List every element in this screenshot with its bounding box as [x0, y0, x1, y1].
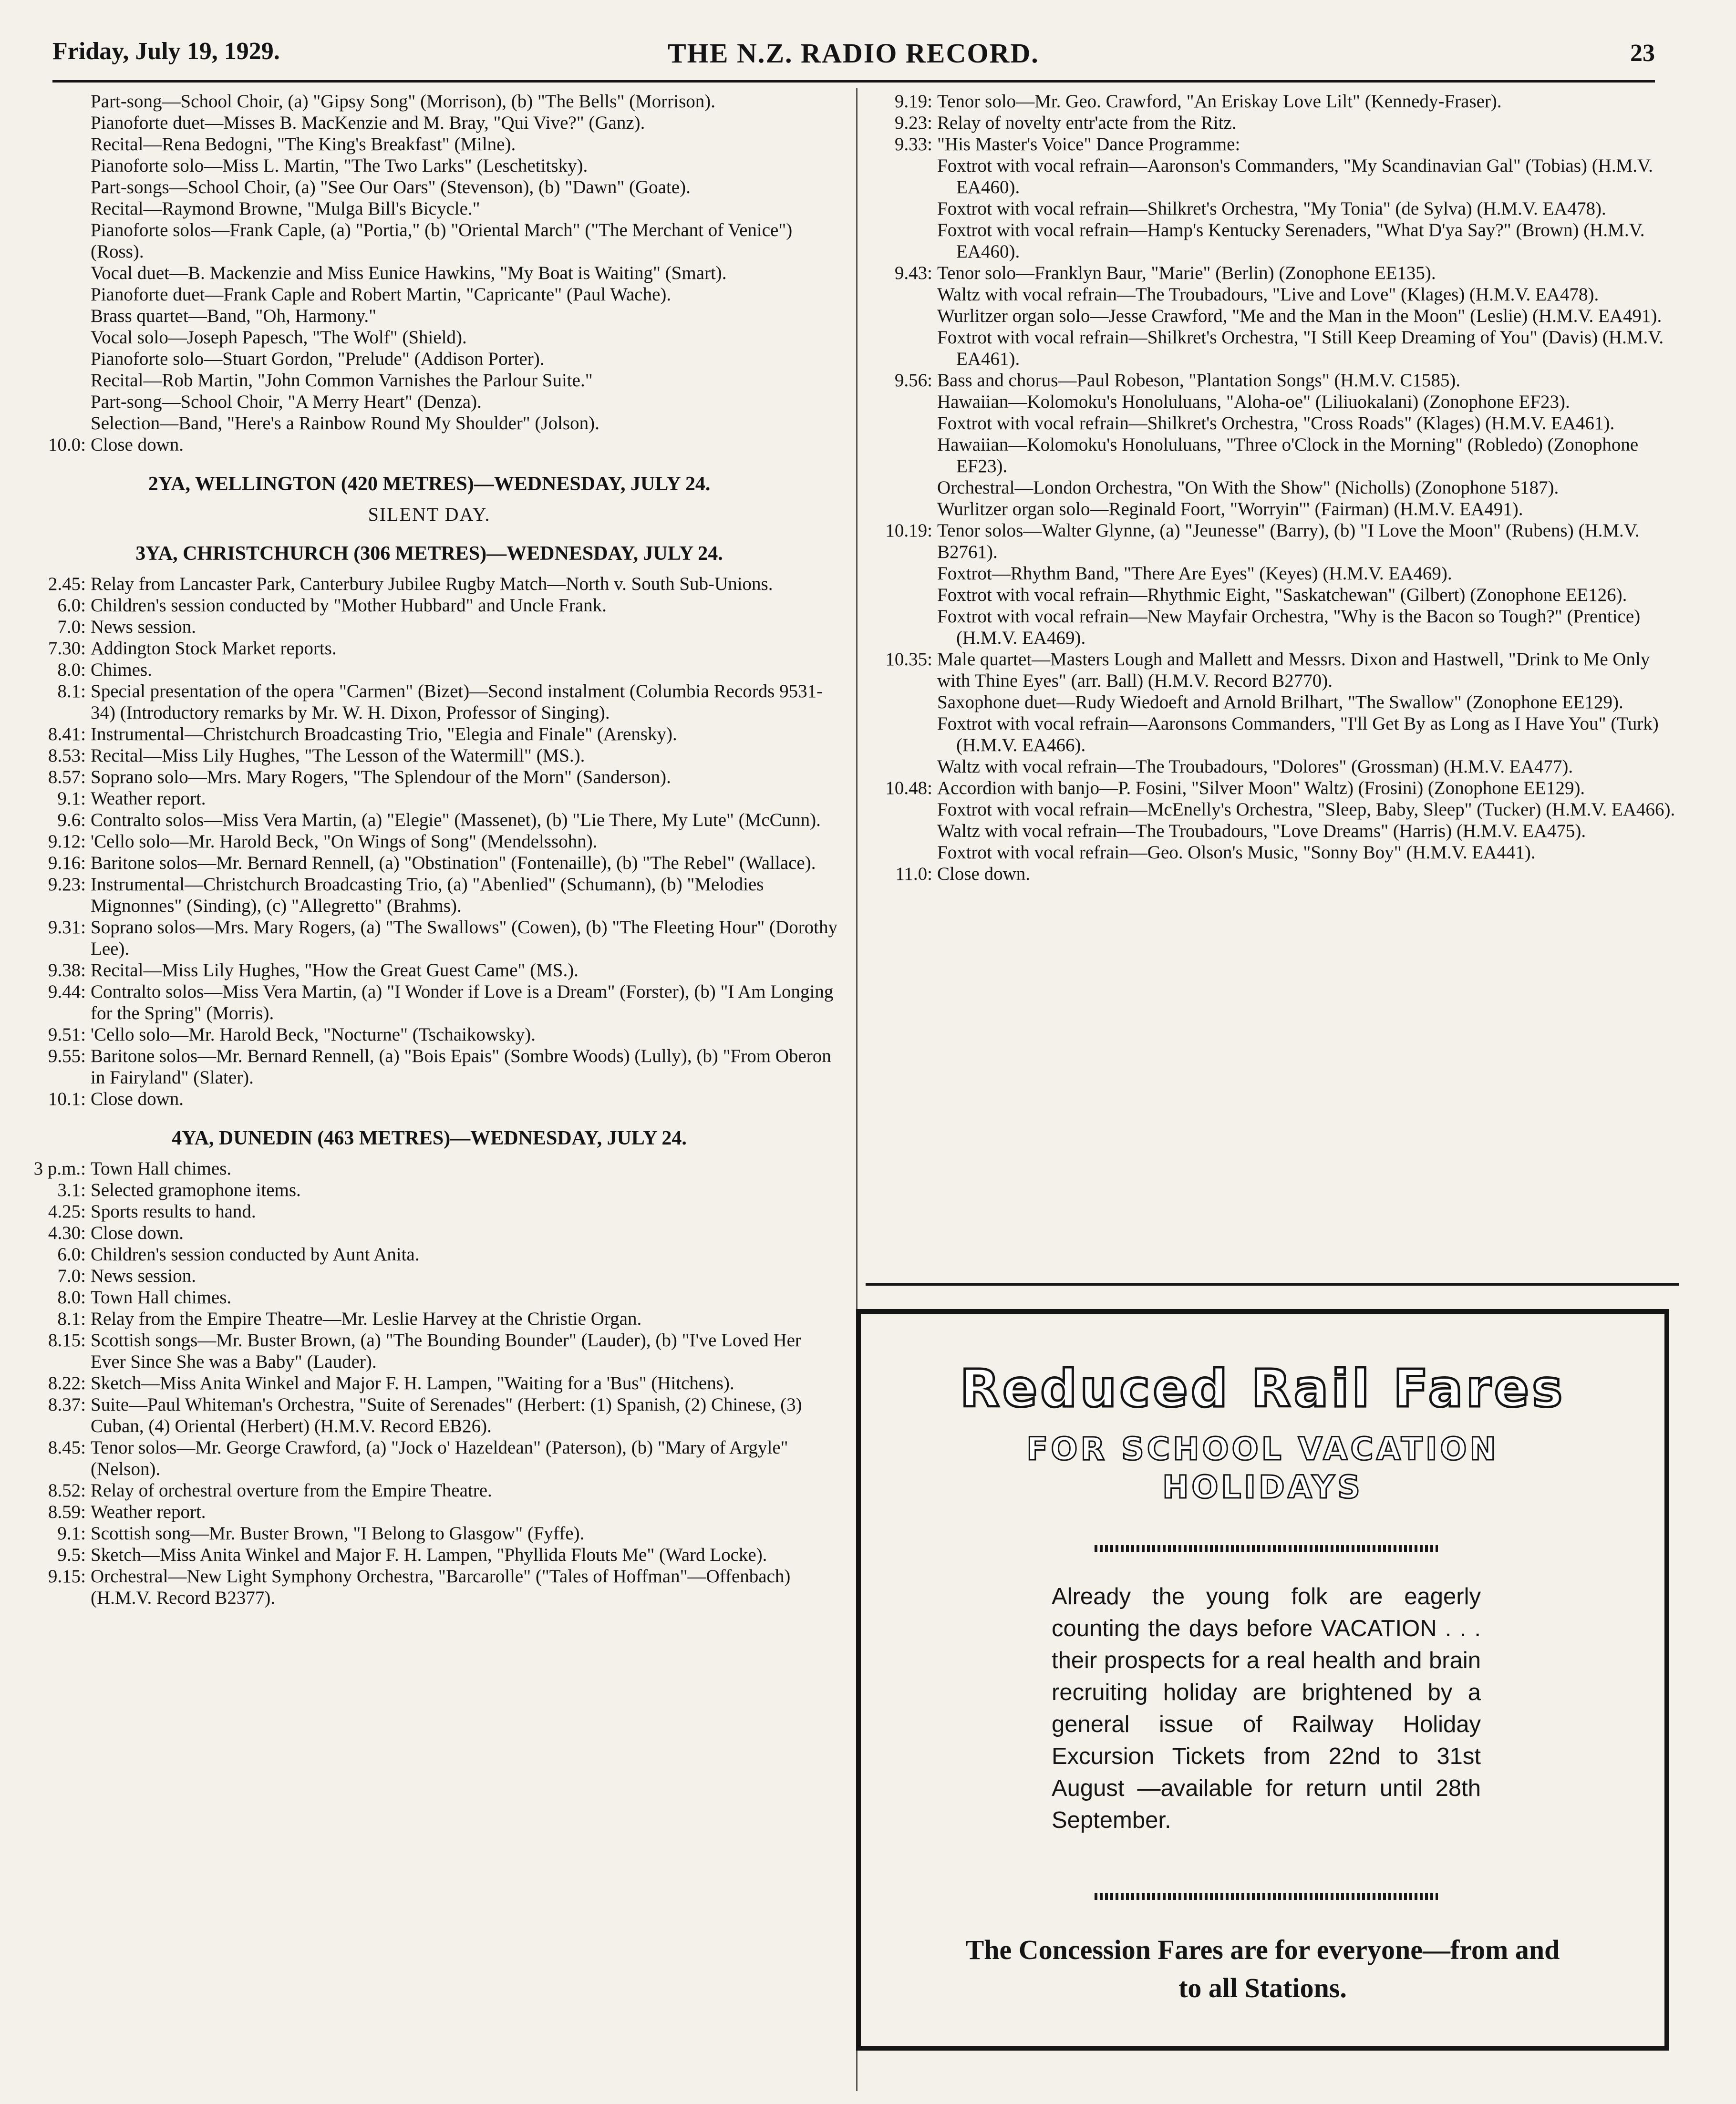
program-item — [19, 745, 839, 766]
issue-date: Friday, July 19, 1929. — [52, 38, 280, 65]
program-text: Relay of orchestral overture from the Empire Theatre. — [91, 1480, 492, 1501]
program-text: Baritone solos—Mr. Bernard Rennell, (a) "Obstination" (Fontenaille), (b) "The Rebel" (Wallace). — [91, 853, 816, 873]
program-item — [19, 659, 839, 681]
program-time: 8.1: — [57, 1309, 86, 1329]
program-item — [866, 134, 1681, 155]
newspaper-title: THE N.Z. RADIO RECORD. — [668, 38, 1039, 69]
list-item: Pianoforte duet—Frank Caple and Robert Martin, "Capricante" (Paul Wache). — [91, 284, 672, 305]
program-item — [19, 595, 839, 616]
program-time: 9.1: — [57, 1523, 86, 1544]
wellington-heading: 2YA, WELLINGTON (420 METRES)—WEDNESDAY, JULY 24. — [148, 473, 711, 495]
list-item: Brass quartet—Band, "Oh, Harmony." — [91, 306, 377, 326]
list-item: Part-songs—School Choir, (a) "See Our Oars" (Stevenson), (b) "Dawn" (Goate). — [91, 177, 691, 197]
program-item — [19, 1372, 839, 1394]
program-sub-item: Foxtrot—Rhythm Band, "There Are Eyes" (Keyes) (H.M.V. EA469). — [937, 563, 1452, 584]
program-item — [19, 1566, 839, 1609]
program-item — [19, 1201, 839, 1222]
program-item — [19, 1523, 839, 1544]
program-text: Close down. — [91, 1089, 184, 1109]
program-time: 8.59: — [48, 1502, 86, 1522]
program-time: 7.0: — [57, 1266, 86, 1286]
program-text: Orchestral—New Light Symphony Orchestra, "Barcarolle" ("Tales of Hoffman"—Offenbach) (H.M.V. Record B2377). — [91, 1566, 791, 1608]
program-item — [19, 1308, 839, 1330]
program-item — [19, 1265, 839, 1287]
program-sub-item: Hawaiian—Kolomoku's Honoluluans, "Aloha-oe" (Liliuokalani) (Zonophone EF23). — [937, 392, 1570, 412]
program-text: Instrumental—Christchurch Broadcasting Trio, (a) "Abenlied" (Schumann), (b) "Melodies Mignonnes" (Sinding), (c) "Allegretto" (Brahms). — [91, 874, 764, 916]
silent-day: SILENT DAY. — [368, 504, 491, 525]
program-sub-item: Foxtrot with vocal refrain—McEnelly's Orchestra, "Sleep, Baby, Sleep" (Tucker) (H.M.V. EA466). — [937, 799, 1675, 820]
program-item — [19, 1244, 839, 1265]
program-time: 9.6: — [57, 810, 86, 830]
program-time: 8.22: — [48, 1373, 86, 1393]
header-rule — [52, 80, 1655, 83]
program-item — [19, 1330, 839, 1372]
program-time: 9.44: — [48, 981, 86, 1002]
program-text: Sketch—Miss Anita Winkel and Major F. H. Lampen, "Phyllida Flouts Me" (Ward Locke). — [91, 1545, 767, 1565]
program-text: Contralto solos—Miss Vera Martin, (a) "I Wonder if Love is a Dream" (Forster), (b) "I Am Longing for the Spring" (Morris). — [91, 981, 834, 1023]
advert-footer: The Concession Fares are for everyone—from and — [965, 1934, 1560, 1965]
program-item — [19, 852, 839, 874]
advert-body: Already the young folk are eagerly counting the days before VACATION . . . their prospects for a real health and brain recruiting holiday are brightened by a general issue of Railway Holiday Excursion Tickets from 22nd to 31st August —available for return until 28th September. — [1052, 1584, 1481, 1833]
advert-subhead: FOR SCHOOL VACATION — [1026, 1431, 1499, 1467]
program-text: News session. — [91, 1266, 196, 1286]
program-sub-item: Wurlitzer organ solo—Reginald Foort, "Worryin'" (Fairman) (H.M.V. EA491). — [937, 499, 1523, 519]
program-item — [19, 638, 839, 659]
program-item — [19, 1287, 839, 1308]
program-text: Soprano solo—Mrs. Mary Rogers, "The Splendour of the Morn" (Sanderson). — [91, 767, 671, 787]
program-item — [19, 1437, 839, 1480]
program-text: Male quartet—Masters Lough and Mallett and Messrs. Dixon and Hastwell, "Drink to Me Only with Thine Eyes" (arr. Ball) (H.M.V. Record B2770). — [937, 649, 1650, 691]
program-text: Close down. — [91, 1223, 184, 1243]
program-sub-item: Orchestral—London Orchestra, "On With the Show" (Nicholls) (Zonophone 5187). — [937, 477, 1559, 498]
list-item: Selection—Band, "Here's a Rainbow Round My Shoulder" (Jolson). — [91, 413, 599, 433]
program-sub-item: Waltz with vocal refrain—The Troubadours, "Love Dreams" (Harris) (H.M.V. EA475). — [937, 821, 1586, 841]
program-text: Suite—Paul Whiteman's Orchestra, "Suite of Serenades" (Herbert: (1) Spanish, (2) Chinese, (3) Cuban, (4) Oriental (Herbert) (H.M.V. Record EB26). — [91, 1394, 802, 1436]
program-item — [19, 616, 839, 638]
program-time: 8.52: — [48, 1480, 86, 1501]
program-text: Close down. — [937, 864, 1030, 884]
program-item — [19, 573, 839, 595]
program-time: 9.51: — [48, 1024, 86, 1045]
program-text: Scottish songs—Mr. Buster Brown, (a) "The Bounding Bounder" (Lauder), (b) "I've Loved Her Ever Since She was a Baby" (Lauder). — [91, 1330, 801, 1372]
program-time: 9.31: — [48, 917, 86, 938]
program-time: 9.16: — [48, 853, 86, 873]
program-sub-item: Foxtrot with vocal refrain—Geo. Olson's Music, "Sonny Boy" (H.M.V. EA441). — [937, 842, 1536, 863]
dunedin-heading: 4YA, DUNEDIN (463 METRES)—WEDNESDAY, JULY 24. — [172, 1127, 687, 1149]
list-item: 10.0: Close down. — [48, 434, 184, 455]
program-time: 7.30: — [48, 638, 86, 659]
program-text: Recital—Miss Lily Hughes, "The Lesson of the Watermill" (MS.). — [91, 745, 585, 766]
program-text: Sports results to hand. — [91, 1201, 256, 1222]
program-text: Instrumental—Christchurch Broadcasting Trio, "Elegia and Finale" (Arensky). — [91, 724, 677, 744]
program-item — [19, 981, 839, 1024]
program-item — [19, 788, 839, 809]
program-item — [19, 1158, 839, 1179]
program-item — [19, 723, 839, 745]
program-item — [19, 1222, 839, 1244]
program-time: 9.19: — [894, 91, 932, 112]
program-item — [19, 1045, 839, 1088]
program-item — [19, 681, 839, 723]
program-time: 10.48: — [885, 778, 932, 798]
program-item — [866, 370, 1681, 391]
program-item — [19, 1480, 839, 1501]
program-text: Children's session conducted by "Mother Hubbard" and Uncle Frank. — [91, 595, 607, 616]
program-item — [19, 831, 839, 852]
program-item — [19, 1024, 839, 1045]
list-item: Part-song—School Choir, (a) "Gipsy Song" (Morrison), (b) "The Bells" (Morrison). — [91, 91, 715, 112]
program-time: 9.1: — [57, 788, 86, 809]
list-item: Pianoforte solo—Miss L. Martin, "The Two Larks" (Leschetitsky). — [91, 155, 588, 176]
program-sub-item: Waltz with vocal refrain—The Troubadours, "Live and Love" (Klages) (H.M.V. EA478). — [937, 284, 1599, 305]
program-time: 3.1: — [57, 1180, 86, 1200]
program-item — [19, 1088, 839, 1110]
program-text: Baritone solos—Mr. Bernard Rennell, (a) "Bois Epais" (Sombre Woods) (Lully), (b) "From Oberon in Fairyland" (Slater). — [91, 1046, 831, 1088]
program-text: Addington Stock Market reports. — [91, 638, 337, 659]
program-text: Tenor solo—Franklyn Baur, "Marie" (Berlin) (Zonophone EE135). — [937, 263, 1436, 283]
program-text: Tenor solo—Mr. Geo. Crawford, "An Eriskay Love Lilt" (Kennedy-Fraser). — [937, 91, 1502, 112]
program-text: Relay from the Empire Theatre—Mr. Leslie Harvey at the Christie Organ. — [91, 1309, 642, 1329]
program-item — [866, 649, 1681, 691]
program-time: 4.25: — [48, 1201, 86, 1222]
program-time: 9.56: — [894, 370, 932, 391]
program-text: Children's session conducted by Aunt Anita. — [91, 1244, 420, 1265]
program-time: 8.45: — [48, 1437, 86, 1458]
program-time: 8.41: — [48, 724, 86, 744]
program-continued — [19, 91, 839, 455]
right-column — [866, 91, 1681, 885]
list-item: Pianoforte duet—Misses B. MacKenzie and M. Bray, "Qui Vive?" (Ganz). — [91, 113, 645, 133]
list-item: Pianoforte solo—Stuart Gordon, "Prelude" (Addison Porter). — [91, 349, 545, 369]
program-sub-item: Foxtrot with vocal refrain—Hamp's Kentucky Serenaders, "What D'ya Say?" (Brown) (H.M.V. EA460). — [937, 220, 1645, 262]
dance-program — [866, 91, 1681, 885]
page-header — [52, 37, 1655, 80]
program-item — [19, 1394, 839, 1437]
program-text: Relay from Lancaster Park, Canterbury Jubilee Rugby Match—North v. South Sub-Unions. — [91, 574, 773, 594]
christchurch-heading: 3YA, CHRISTCHURCH (306 METRES)—WEDNESDAY, JULY 24. — [135, 543, 723, 565]
program-time: 8.15: — [48, 1330, 86, 1351]
program-item — [866, 863, 1681, 885]
list-item: Pianoforte solos—Frank Caple, (a) "Portia," (b) "Oriental March" ("The Merchant of Venice") (Ross). — [91, 220, 793, 262]
program-time: 9.23: — [48, 874, 86, 895]
program-text: Tenor solos—Mr. George Crawford, (a) "Jock o' Hazeldean" (Paterson), (b) "Mary of Argyle" (Nelson). — [91, 1437, 788, 1479]
dotted-divider — [1095, 1893, 1438, 1900]
program-sub-item: Saxophone duet—Rudy Wiedoeft and Arnold Brilhart, "The Swallow" (Zonophone EE129). — [937, 692, 1623, 712]
program-time: 8.1: — [57, 681, 86, 701]
program-item — [19, 1501, 839, 1523]
program-time: 4.30: — [48, 1223, 86, 1243]
program-sub-item: Foxtrot with vocal refrain—Rhythmic Eight, "Saskatchewan" (Gilbert) (Zonophone EE126). — [937, 585, 1627, 605]
program-text: Accordion with banjo—P. Fosini, "Silver Moon" Waltz) (Frosini) (Zonophone EE129). — [937, 778, 1585, 798]
program-time: 8.0: — [57, 1287, 86, 1308]
advert-headline: Reduced Rail Fares — [960, 1359, 1566, 1419]
list-item: Part-song—School Choir, "A Merry Heart" (Denza). — [91, 392, 482, 412]
program-time: 10.1: — [48, 1089, 86, 1109]
program-item — [866, 777, 1681, 799]
program-sub-item: Foxtrot with vocal refrain—Aaronsons Commanders, "I'll Get By as Long as I Have You" (Turk) (H.M.V. EA466). — [937, 713, 1659, 755]
program-text: Town Hall chimes. — [91, 1158, 232, 1179]
program-sub-item: Foxtrot with vocal refrain—Shilkret's Orchestra, "Cross Roads" (Klages) (H.M.V. EA461). — [937, 413, 1615, 433]
program-text: News session. — [91, 617, 196, 637]
advert-rule — [866, 1283, 1679, 1286]
program-text: Tenor solos—Walter Glynne, (a) "Jeunesse" (Barry), (b) "I Love the Moon" (Rubens) (H.M.V. B2761). — [937, 520, 1640, 562]
list-item: Vocal duet—B. Mackenzie and Miss Eunice Hawkins, "My Boat is Waiting" (Smart). — [91, 263, 727, 283]
advert-subhead-2: HOLIDAYS — [1162, 1469, 1363, 1506]
program-time: 3 p.m.: — [33, 1158, 86, 1179]
page-number: 23 — [1630, 40, 1655, 67]
program-item — [866, 520, 1681, 563]
program-time: 8.37: — [48, 1394, 86, 1415]
list-item: Recital—Rena Bedogni, "The King's Breakfast" (Milne). — [91, 134, 516, 155]
program-time: 9.12: — [48, 831, 86, 852]
program-item — [866, 91, 1681, 112]
program-time: 9.15: — [48, 1566, 86, 1587]
program-item — [866, 262, 1681, 284]
program-text: Contralto solos—Miss Vera Martin, (a) "Elegie" (Massenet), (b) "Lie There, My Lute" (McCunn). — [91, 810, 821, 830]
list-item: Recital—Rob Martin, "John Common Varnishes the Parlour Suite." — [91, 370, 593, 391]
program-item — [19, 809, 839, 831]
program-time: 6.0: — [57, 1244, 86, 1265]
program-text: Bass and chorus—Paul Robeson, "Plantation Songs" (H.M.V. C1585). — [937, 370, 1461, 391]
program-sub-item: Hawaiian—Kolomoku's Honoluluans, "Three o'Clock in the Morning" (Robledo) (Zonophone EF23). — [937, 434, 1639, 476]
dotted-divider — [1095, 1545, 1438, 1552]
program-item — [19, 766, 839, 788]
program-text: "His Master's Voice" Dance Programme: — [937, 134, 1240, 155]
christchurch-program — [19, 573, 839, 1110]
program-text: 'Cello solo—Mr. Harold Beck, "On Wings of Song" (Mendelssohn). — [91, 831, 598, 852]
program-text: Sketch—Miss Anita Winkel and Major F. H. Lampen, "Waiting for a 'Bus" (Hitchens). — [91, 1373, 734, 1393]
program-item — [866, 112, 1681, 134]
program-time: 9.55: — [48, 1046, 86, 1066]
list-item: Vocal solo—Joseph Papesch, "The Wolf" (Shield). — [91, 327, 467, 348]
program-time: 8.0: — [57, 660, 86, 680]
program-time: 9.33: — [894, 134, 932, 155]
program-sub-item: Waltz with vocal refrain—The Troubadours, "Dolores" (Grossman) (H.M.V. EA477). — [937, 756, 1573, 777]
program-time: 6.0: — [57, 595, 86, 616]
program-time: 8.57: — [48, 767, 86, 787]
program-item — [19, 1544, 839, 1566]
program-text: Weather report. — [91, 788, 206, 809]
program-sub-item: Foxtrot with vocal refrain—New Mayfair Orchestra, "Why is the Bacon so Tough?" (Prentice) (H.M.V. EA469). — [937, 606, 1641, 648]
program-text: Recital—Miss Lily Hughes, "How the Great Guest Came" (MS.). — [91, 960, 579, 980]
program-text: Special presentation of the opera "Carmen" (Bizet)—Second instalment (Columbia Records 9531-34) (Introductory remarks by Mr. W. H. Dixon, Professor of Singing). — [91, 681, 823, 723]
program-text: Relay of novelty entr'acte from the Ritz. — [937, 113, 1237, 133]
program-text: Weather report. — [91, 1502, 206, 1522]
program-text: 'Cello solo—Mr. Harold Beck, "Nocturne" (Tschaikowsky). — [91, 1024, 536, 1045]
program-time: 2.45: — [48, 574, 86, 594]
program-text: Chimes. — [91, 660, 152, 680]
program-time: 8.53: — [48, 745, 86, 766]
program-sub-item: Foxtrot with vocal refrain—Aaronson's Commanders, "My Scandinavian Gal" (Tobias) (H.M.V. EA460). — [937, 155, 1653, 197]
left-column — [19, 91, 839, 1609]
program-time: 7.0: — [57, 617, 86, 637]
program-time: 9.23: — [894, 113, 932, 133]
dunedin-program — [19, 1158, 839, 1609]
program-item — [19, 917, 839, 959]
advert-footer-2: to all Stations. — [1178, 1972, 1347, 2003]
program-item — [19, 1179, 839, 1201]
program-text: Soprano solos—Mrs. Mary Rogers, (a) "The Swallows" (Cowen), (b) "The Fleeting Hour" (Dorothy Lee). — [91, 917, 838, 959]
program-sub-item: Wurlitzer organ solo—Jesse Crawford, "Me and the Man in the Moon" (Leslie) (H.M.V. EA491). — [937, 306, 1662, 326]
program-item — [19, 959, 839, 981]
program-time: 9.5: — [57, 1545, 86, 1565]
program-sub-item: Foxtrot with vocal refrain—Shilkret's Orchestra, "I Still Keep Dreaming of You" (Davis) (H.M.V. EA461). — [937, 327, 1664, 369]
program-text: Selected gramophone items. — [91, 1180, 301, 1200]
program-text: Scottish song—Mr. Buster Brown, "I Belong to Glasgow" (Fyffe). — [91, 1523, 585, 1544]
program-time: 9.43: — [894, 263, 932, 283]
list-item: Recital—Raymond Browne, "Mulga Bill's Bicycle." — [91, 198, 480, 219]
program-time: 10.19: — [885, 520, 932, 541]
program-item — [19, 874, 839, 917]
program-time: 9.38: — [48, 960, 86, 980]
rail-fares-advert — [856, 1309, 1669, 2051]
program-text: Town Hall chimes. — [91, 1287, 232, 1308]
program-time: 10.35: — [885, 649, 932, 670]
program-time: 11.0: — [895, 864, 932, 884]
program-sub-item: Foxtrot with vocal refrain—Shilkret's Orchestra, "My Tonia" (de Sylva) (H.M.V. EA478). — [937, 198, 1606, 219]
